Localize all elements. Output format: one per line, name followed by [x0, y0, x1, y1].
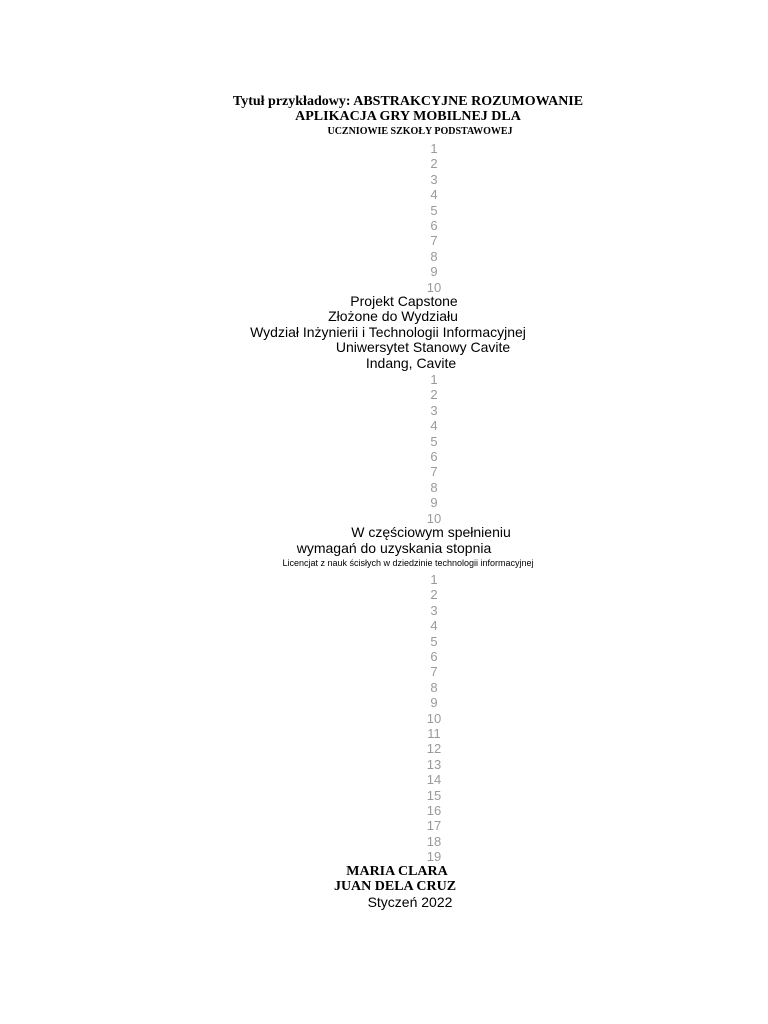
line-number: 7 — [430, 233, 438, 249]
line-number: 6 — [430, 449, 438, 464]
submission-date: Styczeń 2022 — [367, 894, 453, 910]
department-name: Wydział Inżynierii i Technologii Informacyjnej — [250, 324, 526, 340]
author-2: JUAN DELA CRUZ — [333, 879, 457, 894]
line-number: 3 — [430, 171, 438, 187]
line-number: 13 — [426, 756, 442, 772]
line-number: 19 — [426, 849, 442, 865]
line-number: 1 — [430, 141, 438, 156]
line-number: 4 — [430, 418, 438, 434]
line-number: 12 — [426, 741, 442, 757]
title-line-3: UCZNIOWIE SZKOŁY PODSTAWOWEJ — [327, 126, 513, 137]
line-number: 5 — [430, 202, 438, 218]
line-number: 6 — [430, 218, 438, 233]
university-location: Indang, Cavite — [365, 355, 457, 371]
line-number: 8 — [430, 248, 438, 264]
line-number: 1 — [430, 572, 438, 587]
line-number: 3 — [430, 602, 438, 618]
line-number: 10 — [426, 710, 442, 726]
university-name: Uniwersytet Stanowy Cavite — [335, 339, 511, 355]
line-number: 5 — [430, 433, 438, 449]
line-number: 9 — [430, 695, 438, 711]
line-number: 4 — [430, 618, 438, 634]
line-number: 17 — [426, 818, 442, 834]
line-number: 2 — [430, 156, 438, 172]
line-number: 10 — [426, 510, 442, 526]
line-number: 9 — [430, 495, 438, 511]
fulfillment-line-2: wymagań do uzyskania stopnia — [296, 540, 492, 556]
line-number: 7 — [430, 464, 438, 480]
author-1: MARIA CLARA — [346, 864, 448, 879]
line-number: 9 — [430, 264, 438, 280]
title-line-2: APLIKACJA GRY MOBILNEJ DLA — [295, 109, 521, 124]
title-line-1: Tytuł przykładowy: ABSTRAKCYJNE ROZUMOWANIE — [232, 94, 584, 109]
line-number: 2 — [430, 387, 438, 403]
line-number: 11 — [427, 726, 441, 741]
fulfillment-line-1: W częściowym spełnieniu — [351, 524, 511, 540]
project-type: Projekt Capstone — [350, 293, 458, 309]
degree-name: Licencjat z nauk ścisłych w dziedzinie technologii informacyjnej — [282, 558, 534, 568]
submitted-to: Złożone do Wydziału — [328, 308, 458, 324]
line-number: 1 — [430, 372, 438, 387]
line-number: 10 — [426, 279, 442, 295]
line-number: 8 — [430, 679, 438, 695]
line-number: 2 — [430, 587, 438, 603]
line-number: 15 — [426, 787, 442, 803]
line-number: 16 — [426, 803, 442, 818]
line-number: 6 — [430, 649, 438, 664]
line-number: 8 — [430, 479, 438, 495]
line-number: 18 — [426, 833, 442, 849]
line-number: 4 — [430, 187, 438, 203]
line-number: 3 — [430, 402, 438, 418]
line-number: 5 — [430, 633, 438, 649]
line-number: 7 — [430, 664, 438, 680]
line-number: 14 — [426, 772, 442, 788]
